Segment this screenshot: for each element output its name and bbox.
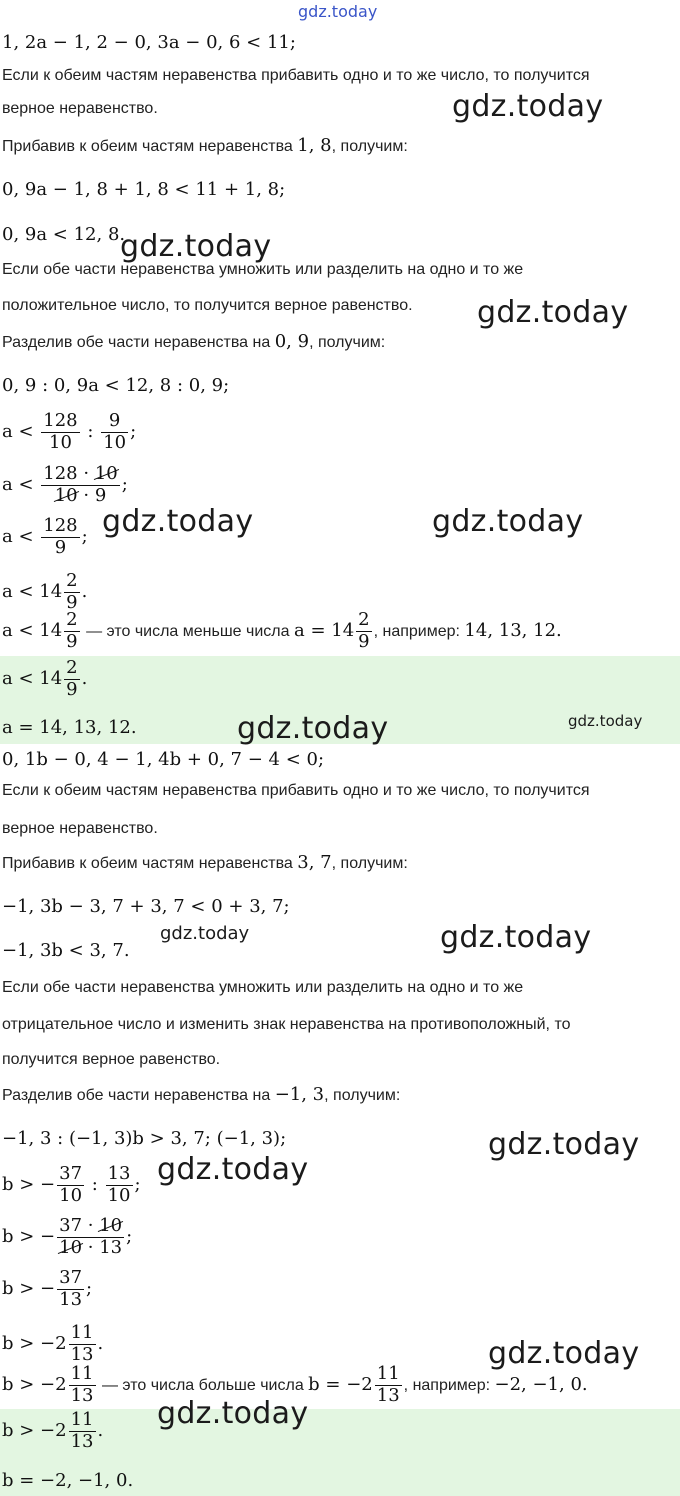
equation-line: 0, 1b − 0, 4 − 1, 4b + 0, 7 − 4 < 0; <box>2 749 325 770</box>
equation-line <box>2 1323 103 1365</box>
cancelled-factor: 10 <box>94 463 118 484</box>
text-span: Прибавив к обеим частям неравенства <box>2 855 293 872</box>
fraction <box>57 1164 84 1206</box>
text-span: — это числа больше числа <box>97 1377 309 1395</box>
equation-line: −1, 3 : (−1, 3)b > 3, 7; (−1, 3); <box>2 1128 287 1149</box>
equation-line: 0, 9 : 0, 9a < 12, 8 : 0, 9; <box>2 375 230 396</box>
numerator <box>41 464 119 485</box>
math-span: b > −2 <box>2 1333 67 1355</box>
denominator: 10 <box>107 1184 131 1206</box>
math-span: b > −2 <box>2 1374 67 1396</box>
math-span: b > − <box>2 1174 56 1196</box>
denominator: 13 <box>59 1288 83 1310</box>
watermark: gdz.today <box>452 89 604 124</box>
text-line: верное неравенство. <box>2 820 158 837</box>
numerator: 11 <box>376 1363 400 1384</box>
text-span: , получим: <box>324 1087 401 1104</box>
math-span: a < 14 <box>2 620 63 642</box>
math-span: : <box>87 421 94 443</box>
fraction <box>57 1268 84 1310</box>
fraction <box>57 1216 124 1258</box>
watermark: gdz.today <box>568 712 643 730</box>
denominator: 9 <box>66 591 78 613</box>
text-line <box>2 854 408 872</box>
denominator: 13 <box>70 1343 94 1365</box>
math-span: 128 · <box>43 463 90 484</box>
math-span: ; <box>126 1226 133 1248</box>
math-span: 14, 13, 12. <box>464 620 562 642</box>
text-line: отрицательное число и изменить знак неравенства на противоположный, то <box>2 1016 571 1033</box>
denominator: 13 <box>376 1384 400 1406</box>
text-line: положительное число, то получится верное равенство. <box>2 297 413 314</box>
denominator: 10 <box>103 431 127 453</box>
watermark: gdz.today <box>102 504 254 539</box>
text-span: , получим: <box>331 138 408 155</box>
watermark: gdz.today <box>157 1396 309 1431</box>
math-span: 1, 8 <box>297 135 332 156</box>
math-span: . <box>97 1420 104 1442</box>
equation-line: 0, 9a < 12, 8. <box>2 224 126 245</box>
math-span: ; <box>121 474 128 496</box>
text-line: Если обе части неравенства умножить или разделить на одно и то же <box>2 261 524 278</box>
equation-line: −1, 3b < 3, 7. <box>2 940 130 961</box>
text-span: Разделив обе части неравенства на <box>2 334 271 351</box>
math-span: . <box>81 581 88 603</box>
equation-line <box>2 516 88 558</box>
math-span: · 9 <box>83 484 107 506</box>
fraction <box>64 610 79 652</box>
denominator: 9 <box>358 630 370 652</box>
text-line: верное неравенство. <box>2 100 158 117</box>
text-line <box>2 333 385 351</box>
text-line <box>2 137 408 155</box>
equation-line <box>2 1164 141 1206</box>
denominator: 10 <box>41 432 79 454</box>
equation-line: 0, 9a − 1, 8 + 1, 8 < 11 + 1, 8; <box>2 179 286 200</box>
numerator: 13 <box>107 1163 131 1184</box>
fraction <box>69 1323 96 1365</box>
equation-line <box>2 411 136 453</box>
math-span: a < <box>2 474 34 496</box>
fraction <box>375 1364 402 1406</box>
fraction <box>41 464 119 506</box>
numerator: 2 <box>358 609 370 630</box>
watermark: gdz.today <box>477 295 629 330</box>
math-span: b = −2 <box>308 1374 373 1396</box>
fraction <box>356 610 371 652</box>
math-span: 0, 9 <box>274 331 310 352</box>
equation-line <box>2 1216 132 1258</box>
text-span: , например: <box>373 623 465 641</box>
math-span: ; <box>134 1174 141 1196</box>
denominator: 13 <box>70 1430 94 1452</box>
watermark: gdz.today <box>488 1127 640 1162</box>
text-line: Если к обеим частям неравенства прибавить одно и то же число, то получится <box>2 782 590 799</box>
fraction <box>69 1364 96 1406</box>
numerator: 9 <box>108 410 121 431</box>
answer-line: a = 14, 13, 12. <box>2 717 137 738</box>
denominator: 10 <box>59 1184 83 1206</box>
math-span: 3, 7 <box>297 852 332 873</box>
math-span: a < <box>2 526 34 548</box>
denominator: 13 <box>70 1384 94 1406</box>
numerator <box>57 1216 124 1237</box>
cancelled-factor: 10 <box>54 484 78 506</box>
watermark: gdz.today <box>488 1336 640 1371</box>
numerator: 2 <box>66 570 78 591</box>
text-span: , получим: <box>331 855 408 872</box>
math-span: a < 14 <box>2 581 63 603</box>
equation-line: 1, 2a − 1, 2 − 0, 3a − 0, 6 < 11; <box>2 32 296 53</box>
fraction <box>106 1164 133 1206</box>
watermark: gdz.today <box>237 711 389 746</box>
numerator: 128 <box>43 410 78 431</box>
math-span: −2, −1, 0. <box>494 1374 588 1396</box>
text-span: — это числа меньше числа <box>81 623 294 641</box>
math-span: . <box>81 668 88 690</box>
math-span: a < <box>2 421 34 443</box>
denominator: 9 <box>41 537 79 559</box>
fraction <box>41 516 79 558</box>
watermark: gdz.today <box>440 920 592 955</box>
text-span: , например: <box>403 1377 495 1395</box>
math-span: · 13 <box>87 1236 123 1258</box>
math-span: a < 14 <box>2 668 63 690</box>
denominator: 9 <box>66 678 78 700</box>
text-line: Если к обеим частям неравенства прибавить одно и то же число, то получится <box>2 67 590 84</box>
denominator: 9 <box>66 630 78 652</box>
denominator <box>57 1237 124 1259</box>
text-span: Разделив обе части неравенства на <box>2 1087 271 1104</box>
fraction <box>69 1410 96 1452</box>
equation-line <box>2 571 87 613</box>
numerator: 11 <box>70 1322 94 1343</box>
numerator: 11 <box>70 1363 94 1384</box>
math-span: 37 · <box>59 1215 94 1236</box>
answer-line <box>2 1410 103 1452</box>
math-span: b > −2 <box>2 1420 67 1442</box>
watermark: gdz.today <box>157 1152 309 1187</box>
watermark: gdz.today <box>298 2 378 21</box>
watermark: gdz.today <box>120 229 272 264</box>
math-span: b > − <box>2 1226 56 1248</box>
watermark: gdz.today <box>160 923 250 944</box>
text-span: , получим: <box>309 334 386 351</box>
fraction <box>64 571 79 613</box>
equation-line: −1, 3b − 3, 7 + 3, 7 < 0 + 3, 7; <box>2 896 290 917</box>
fraction <box>64 658 79 700</box>
math-span: ; <box>81 526 88 548</box>
equation-line <box>2 610 562 652</box>
answer-line: b = −2, −1, 0. <box>2 1470 134 1491</box>
text-line: получится верное равенство. <box>2 1051 221 1068</box>
answer-line <box>2 658 87 700</box>
numerator: 37 <box>59 1163 83 1184</box>
cancelled-factor: 10 <box>59 1236 83 1258</box>
numerator: 11 <box>70 1409 94 1430</box>
numerator: 2 <box>66 609 78 630</box>
math-span: a = 14 <box>293 620 355 642</box>
math-span: ; <box>130 421 137 443</box>
fraction <box>41 411 79 453</box>
numerator: 2 <box>66 657 78 678</box>
equation-line <box>2 1268 92 1310</box>
text-line: Если обе части неравенства умножить или разделить на одно и то же <box>2 979 524 996</box>
math-span: ; <box>86 1278 93 1300</box>
numerator: 37 <box>59 1267 83 1288</box>
numerator: 128 <box>43 515 78 536</box>
equation-line <box>2 464 128 506</box>
math-span: : <box>91 1174 98 1196</box>
math-span: b > − <box>2 1278 56 1300</box>
text-span: Прибавив к обеим частям неравенства <box>2 138 293 155</box>
math-span: −1, 3 <box>274 1084 325 1105</box>
fraction <box>101 411 128 453</box>
watermark: gdz.today <box>432 504 584 539</box>
cancelled-factor: 10 <box>99 1215 123 1236</box>
math-span: . <box>97 1333 104 1355</box>
text-line <box>2 1086 400 1104</box>
